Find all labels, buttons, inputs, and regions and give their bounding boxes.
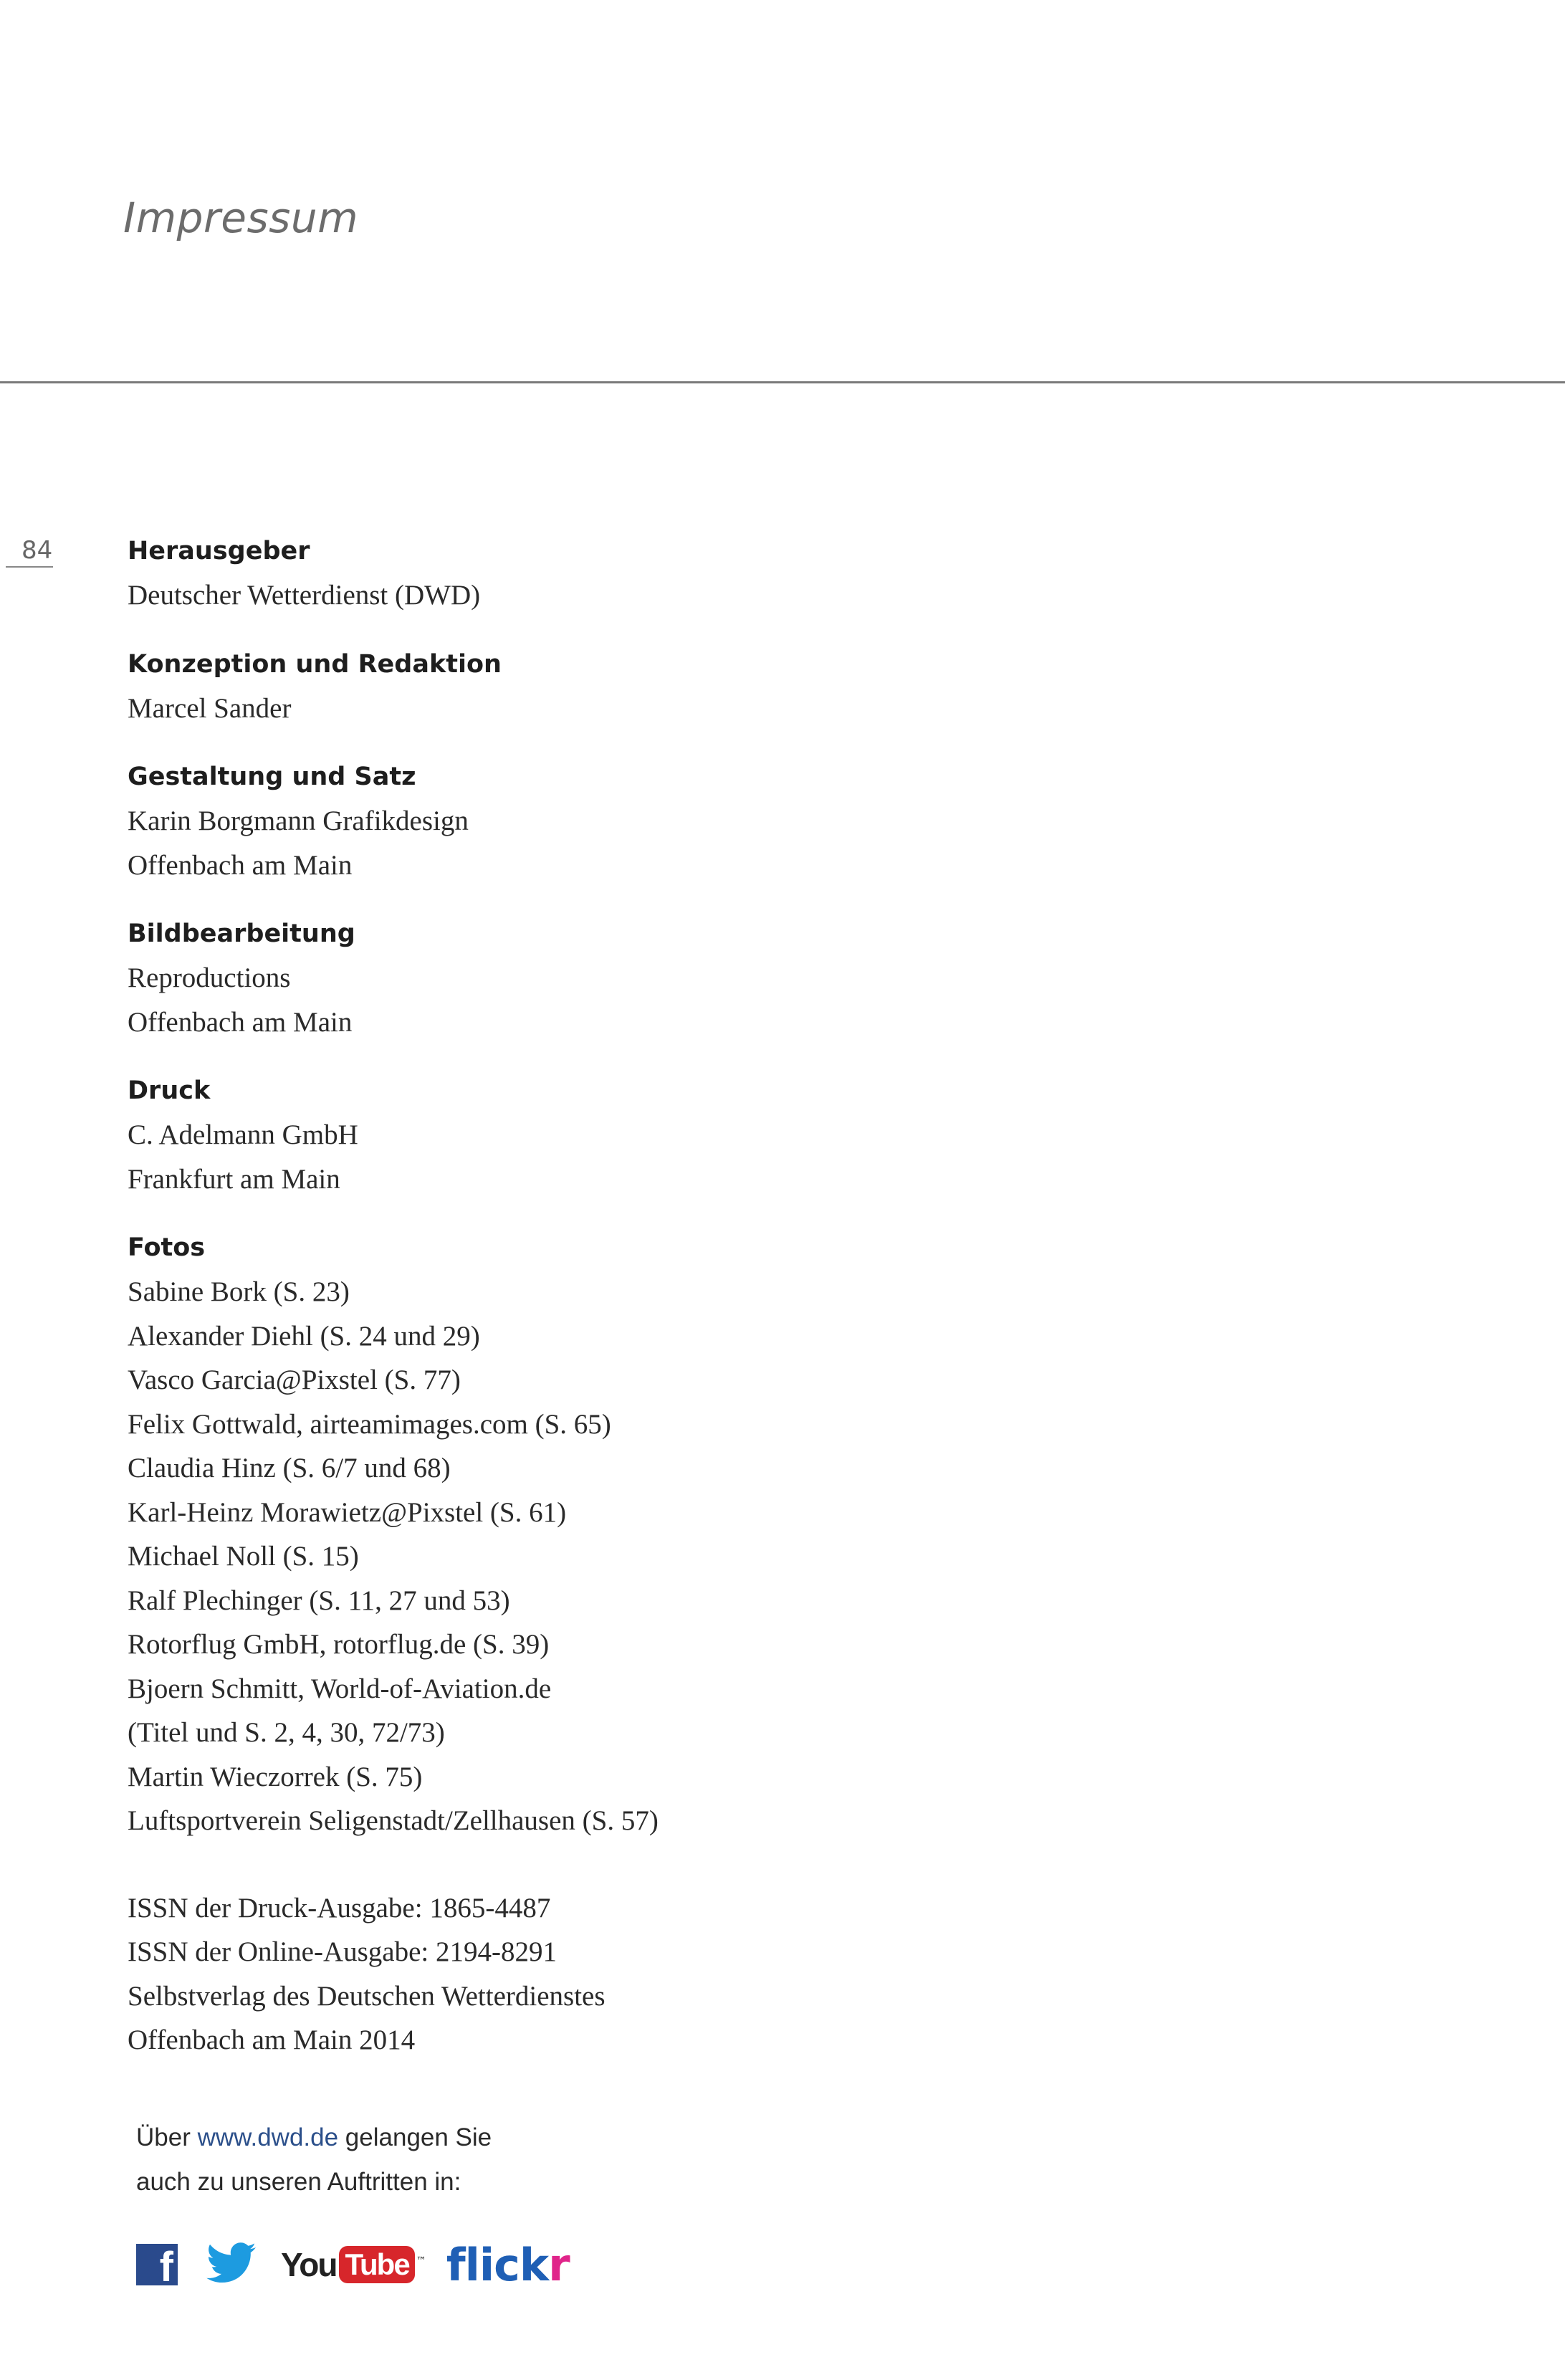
youtube-trademark: ™: [416, 2255, 426, 2267]
youtube-you: You: [281, 2246, 337, 2283]
photo-credit: Felix Gottwald, airteamimages.com (S. 65): [128, 1408, 611, 1440]
section-heading: Bildbearbeitung: [128, 919, 355, 948]
section-konzeption: [128, 642, 1274, 731]
photo-credit: Alexander Diehl (S. 24 und 29): [128, 1320, 480, 1352]
photo-credit: Ralf Plechinger (S. 11, 27 und 53): [128, 1585, 510, 1616]
photo-credit: Karl-Heinz Morawietz@Pixstel (S. 61): [128, 1496, 567, 1528]
imprint-content: [128, 529, 1274, 2063]
flickr-blue-part: flick: [446, 2238, 549, 2291]
header-divider: [0, 381, 1565, 383]
section-heading: Fotos: [128, 1233, 206, 1262]
section-heading: Herausgeber: [128, 537, 310, 565]
section-line: C. Adelmann GmbH: [128, 1119, 358, 1150]
section-bildbearbeitung: [128, 912, 1274, 1044]
photo-credit: Martin Wieczorrek (S. 75): [128, 1761, 423, 1792]
photo-credit: Claudia Hinz (S. 6/7 und 68): [128, 1453, 451, 1483]
section-line: Marcel Sander: [128, 692, 292, 724]
section-heading: Gestaltung und Satz: [128, 763, 416, 791]
photo-credit: Sabine Bork (S. 23): [128, 1276, 350, 1307]
issn-block: [128, 1886, 1274, 2063]
section-heading: Druck: [128, 1076, 211, 1105]
section-fotos: [128, 1225, 1274, 1843]
twitter-icon[interactable]: [206, 2242, 257, 2287]
photo-credit: (Titel und S. 2, 4, 30, 72/73): [128, 1717, 445, 1748]
publisher-note: Selbstverlag des Deutschen Wetterdienstes: [128, 1980, 606, 2012]
flickr-pink-part: r: [548, 2238, 570, 2291]
issn-print: ISSN der Druck-Ausgabe: 1865-4487: [128, 1892, 551, 1923]
page-number: 84: [21, 536, 53, 565]
section-line: Reproductions: [128, 962, 291, 993]
photo-credit: Rotorflug GmbH, rotorflug.de (S. 39): [128, 1629, 550, 1660]
page-number-underline: [6, 566, 53, 568]
publisher-place-year: Offenbach am Main 2014: [128, 2025, 416, 2055]
photo-credit: Michael Noll (S. 15): [128, 1541, 359, 1572]
dwd-link[interactable]: www.dwd.de: [197, 2123, 339, 2151]
youtube-tube: Tube: [339, 2246, 414, 2283]
section-herausgeber: [128, 529, 1274, 618]
footer-prefix: Über: [136, 2123, 198, 2151]
youtube-logo[interactable]: [281, 2245, 426, 2284]
photo-credit: Bjoern Schmitt, World-of-Aviation.de: [128, 1673, 552, 1704]
page-title: Impressum: [123, 193, 359, 242]
facebook-glyph: f: [159, 2244, 173, 2285]
photo-credit: Vasco Garcia@Pixstel (S. 77): [128, 1365, 461, 1395]
section-gestaltung: [128, 755, 1274, 887]
issn-online: ISSN der Online-Ausgabe: 2194-8291: [128, 1936, 557, 1967]
section-line: Offenbach am Main: [128, 1006, 353, 1038]
facebook-icon[interactable]: [136, 2244, 178, 2285]
social-media-row: [136, 2236, 570, 2293]
footer-line-2: auch zu unseren Auftritten in:: [136, 2168, 461, 2196]
footer-suffix: gelangen Sie: [338, 2123, 492, 2151]
photo-credit: Luftsportverein Seligenstadt/Zellhausen (S. 57): [128, 1805, 659, 1836]
footer-note: [136, 2116, 492, 2204]
flickr-logo[interactable]: [446, 2239, 570, 2291]
section-line: Frankfurt am Main: [128, 1163, 340, 1195]
section-druck: [128, 1069, 1274, 1201]
footer-line-1: [136, 2116, 492, 2160]
section-line: Deutscher Wetterdienst (DWD): [128, 580, 481, 611]
section-line: Karin Borgmann Grafikdesign: [128, 806, 469, 836]
section-line: Offenbach am Main: [128, 849, 353, 881]
section-heading: Konzeption und Redaktion: [128, 649, 502, 679]
